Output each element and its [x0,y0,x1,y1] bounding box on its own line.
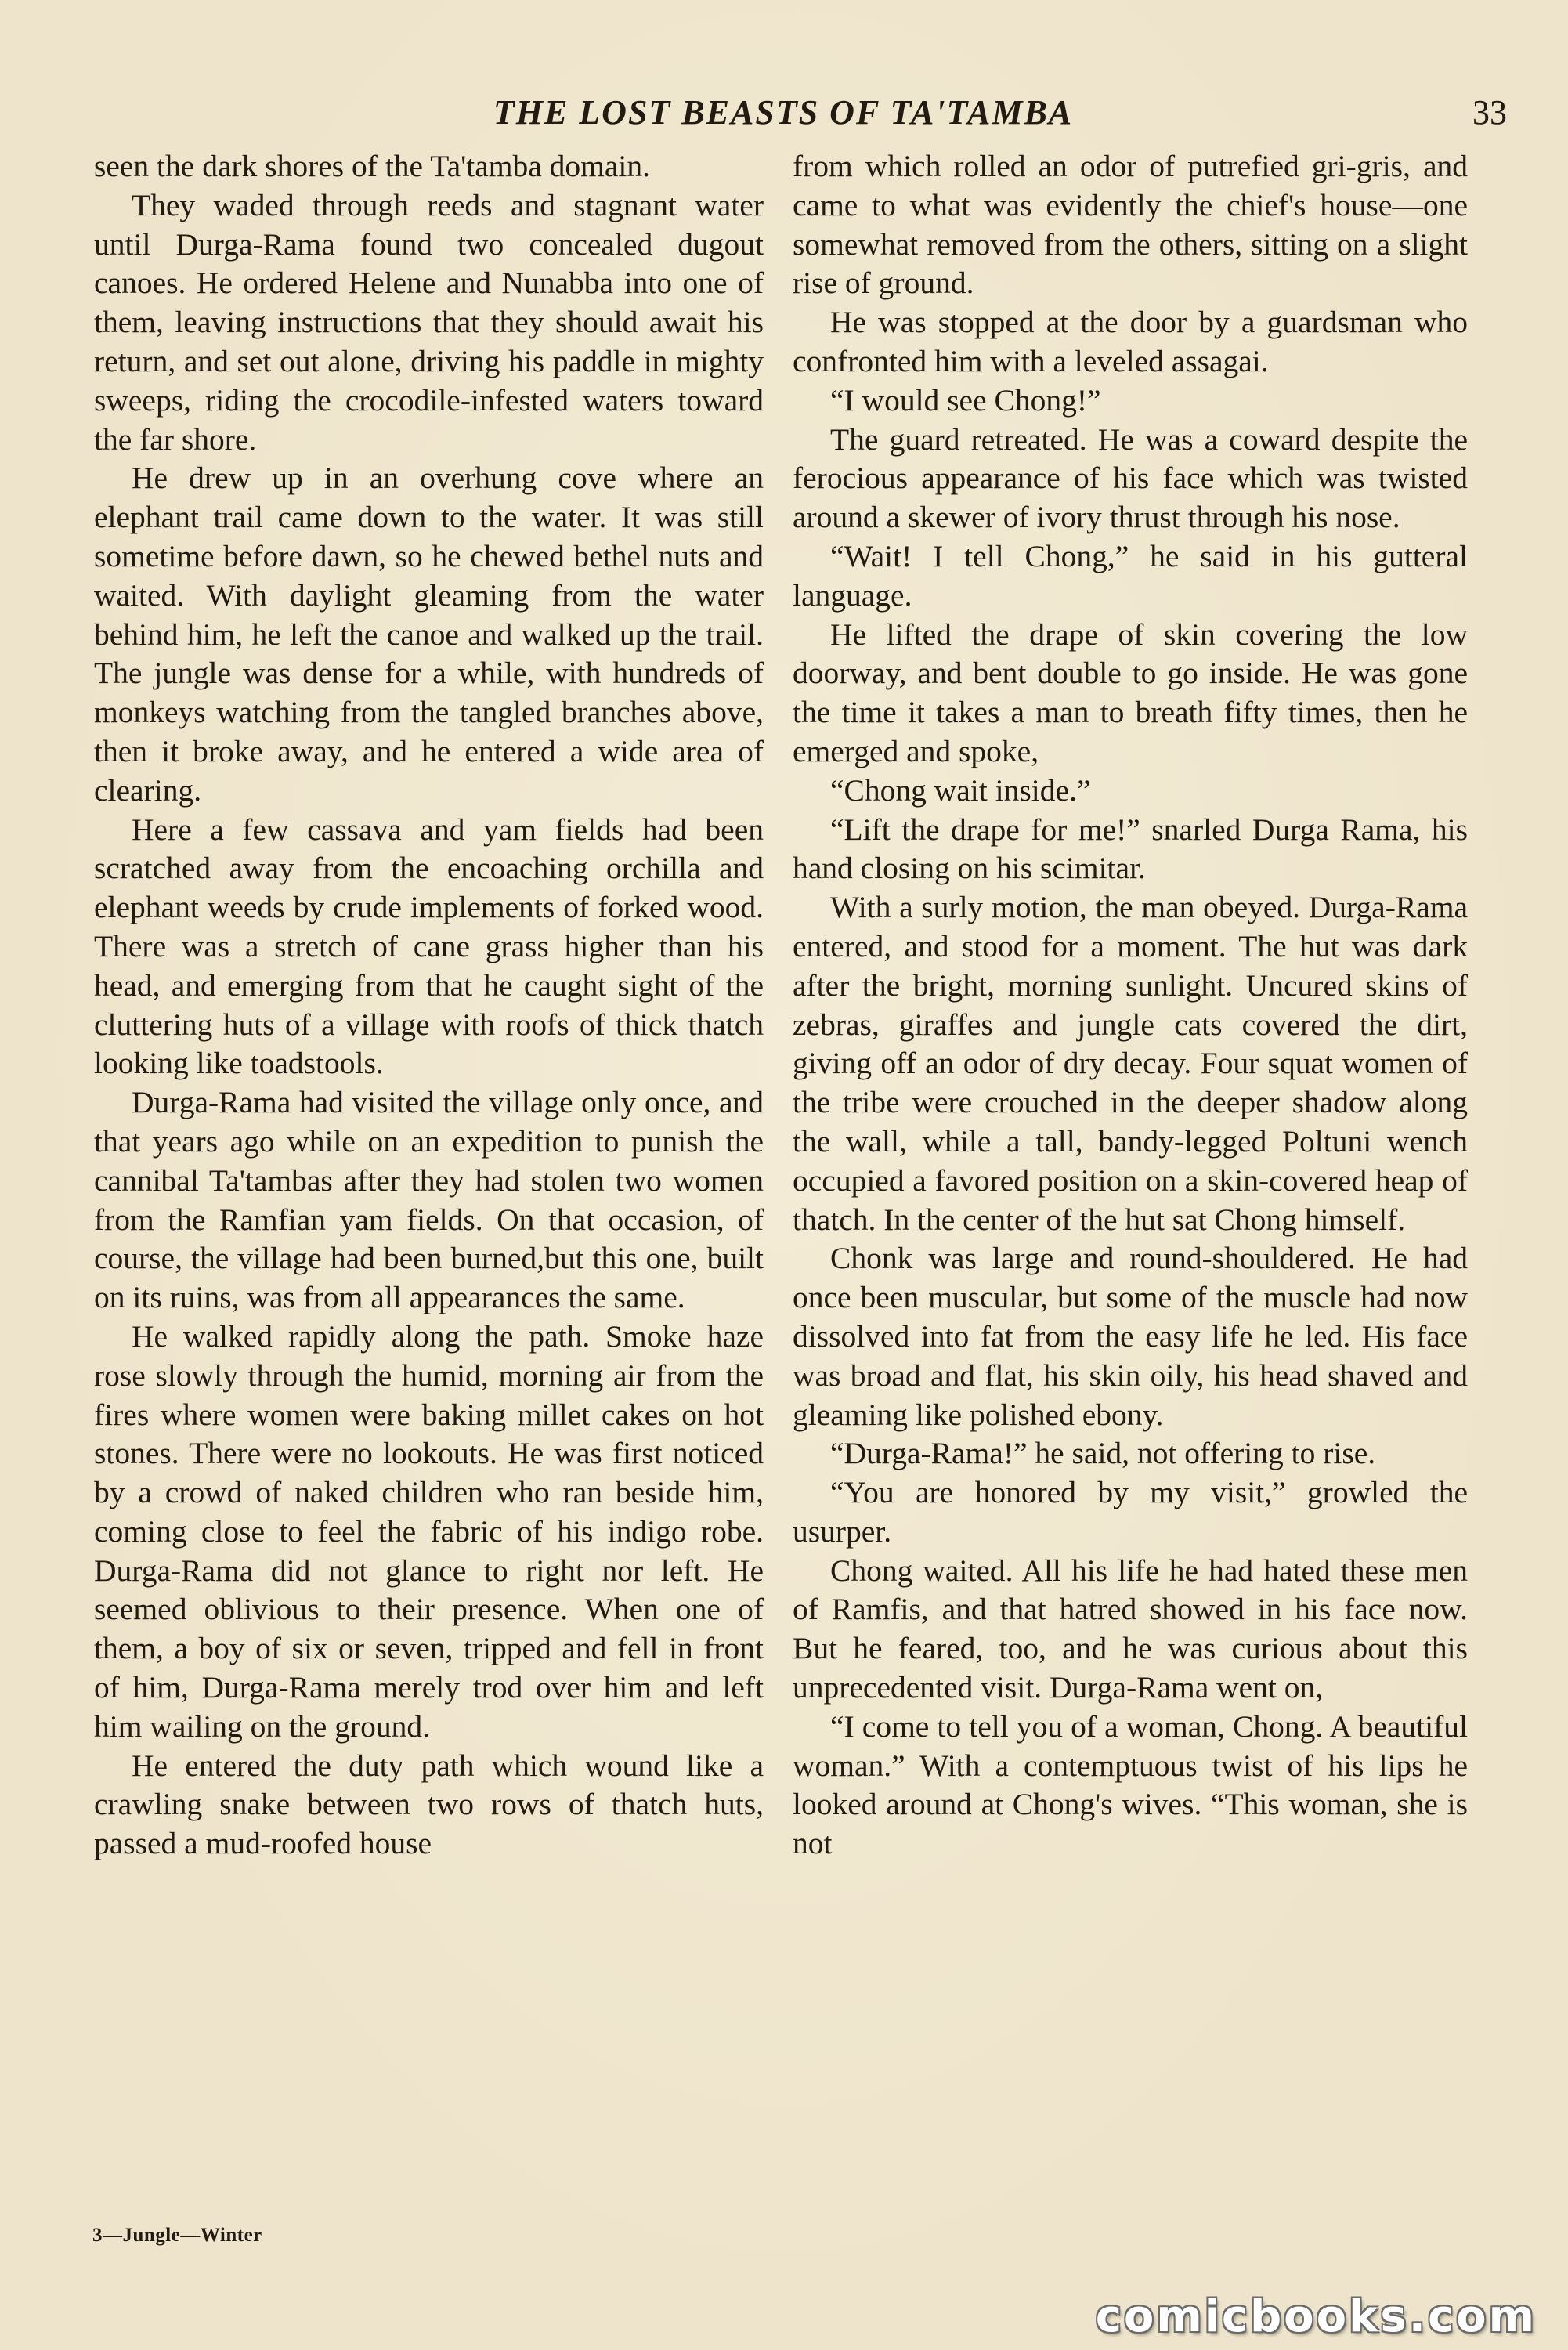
paragraph: “Wait! I tell Chong,” he said in his gutteral language. [793,538,1468,613]
paragraph: from which rolled an odor of putrefied gri-gris, and came to what was evidently the chief's house—one somewhat removed from the others, sitting on a slight rise of ground. [793,149,1468,301]
page-number: 33 [1472,93,1507,132]
left-column [94,147,764,1864]
paragraph: “I would see Chong!” [830,382,1101,418]
paragraph: Chong waited. All his life he had hated these men of Ramfis, and that hatred showed in his face now. But he feared, too, and he was curious about this unprecedented visit. Durga-Rama went on, [793,1553,1468,1705]
paragraph: He entered the duty path which wound like a crawling snake between two rows of thatch huts, passed a mud-roofed house [94,1748,764,1861]
paragraph: seen the dark shores of the Ta'tamba domain. [94,149,651,183]
signature-mark: 3—Jungle—Winter [92,2225,262,2246]
site-watermark: comicbooks.com [1095,2291,1537,2342]
paragraph: Here a few cassava and yam fields had been scratched away from the encoaching orchilla and elephant weeds by crude implements of forked wood. There was a stretch of cane grass higher than his head, and emerging from that he caught sight of the cluttering huts of a village with roofs of thick thatch looking like toadstools. [94,812,764,1081]
running-head [78,92,1507,139]
paragraph: “I come to tell you of a woman, Chong. A beautiful woman.” With a contemptuous twist of his lips he looked around at Chong's wives. “This woman, she is not [793,1708,1468,1861]
paragraph: He lifted the drape of skin covering the low doorway, and bent double to go inside. He was gone the time it takes a man to breath fifty times, then he emerged and spoke, [793,616,1468,768]
paragraph: “Lift the drape for me!” snarled Durga Rama, his hand closing on his scimitar. [793,812,1468,886]
paragraph: They waded through reeds and stagnant water until Durga-Rama found two concealed dugout canoes. He ordered Helene and Nunabba into one of them, leaving instructions that they should await his return, and set out alone, driving his paddle in mighty sweeps, riding the crocodile-infested waters toward the far shore. [94,187,764,457]
paragraph: “You are honored by my visit,” growled the usurper. [793,1475,1468,1549]
paragraph: He was stopped at the door by a guardsman who confronted him with a leveled assagai. [793,305,1468,378]
running-title: THE LOST BEASTS OF TA'TAMBA [493,93,1074,132]
paragraph: He walked rapidly along the path. Smoke haze rose slowly through the humid, morning air from the fires where women were baking millet cakes on hot stones. There were no lookouts. He was first noticed by a crowd of naked children who ran beside him, coming close to feel the fabric of his indigo robe. Durga-Rama did not glance to right nor left. He seemed oblivious to their presence. When one of them, a boy of six or seven, tripped and fell in front of him, Durga-Rama merely trod over him and left him wailing on the ground. [94,1318,764,1744]
paragraph: “Durga-Rama!” he said, not offering to rise. [830,1436,1376,1471]
paragraph: “Chong wait inside.” [830,772,1091,808]
paragraph: With a surly motion, the man obeyed. Durga-Rama entered, and stood for a moment. The hut was dark after the bright, morning sunlight. Uncured skins of zebras, giraffes and jungle cats covered the dirt, giving off an odor of dry decay. Four squat women of the tribe were crouched in the deeper shadow along the wall, while a tall, bandy-legged Poltuni wench occupied a favored position on a skin-covered heap of thatch. In the center of the hut sat Chong himself. [793,890,1468,1237]
paragraph: He drew up in an overhung cove where an elephant trail came down to the water. It was still sometime before dawn, so he chewed bethel nuts and waited. With daylight gleaming from the water behind him, he left the canoe and walked up the trail. The jungle was dense for a while, with hundreds of monkeys watching from the tangled branches above, then it broke away, and he entered a wide area of clearing. [94,461,764,808]
paragraph: Chonk was large and round-shouldered. He had once been muscular, but some of the muscle had now dissolved into fat from the easy life he led. His face was broad and flat, his skin oily, his head shaved and gleaming like polished ebony. [793,1241,1468,1432]
right-column [793,147,1468,1864]
paragraph: The guard retreated. He was a coward despite the ferocious appearance of his face which was twisted around a skewer of ivory thrust through his nose. [793,421,1468,535]
paragraph: Durga-Rama had visited the village only once, and that years ago while on an expedition to punish the cannibal Ta'tambas after they had stolen two women from the Ramfian yam fields. On that occasion, of course, the village had been burned,but this one, built on its ruins, was from all appearances the same. [94,1085,764,1315]
